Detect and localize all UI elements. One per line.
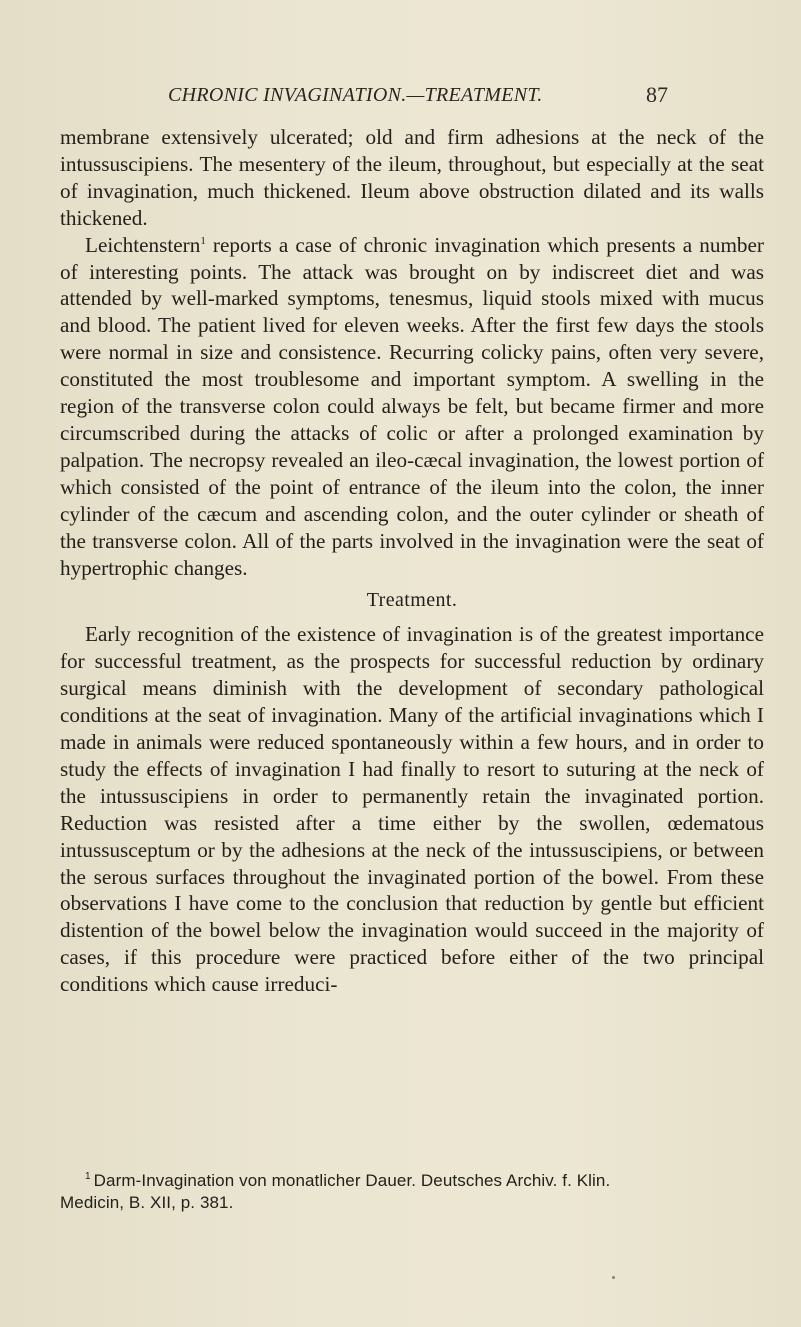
body-text bbox=[60, 124, 764, 998]
footnote-line-2: Medicin, B. XII, p. 381. bbox=[60, 1193, 234, 1212]
footnote-reference: 1 bbox=[200, 234, 206, 247]
footnote bbox=[60, 1170, 764, 1214]
paragraph-treatment: Early recognition of the existence of invagination is of the greatest importance for successful treatment, as the prospects for successful reduction by ordinary surgical means diminish with the development of secondary pathological conditions at the seat of invagination. Many of the artificial invaginations which I made in animals were reduced spontaneously within a few hours, and in order to study the effects of invagination I had finally to resort to suturing at the neck of the intussuscipiens in order to permanently retain the invaginated portion. Reduction was resisted after a time either by the swollen, œdematous intussusceptum or by the adhesions at the neck of the intussuscipiens, or between the serous surfaces throughout the invaginated portion of the bowel. From these observations I have come to the conclusion that reduction by gentle but efficient distention of the bowel below the invagination would succeed in the majority of cases, if this procedure were practiced before either of the two principal conditions which cause irreduci- bbox=[60, 622, 764, 997]
page-header bbox=[0, 84, 801, 112]
section-heading-treatment: Treatment. bbox=[366, 589, 458, 612]
paragraph-case-description: membrane extensively ulcerated; old and firm adhesions at the neck of the intussuscipiens. The mesentery of the ileum, throughout, but especially at the seat of invagination, much thickened. Ileum above obstruction dilated and its walls thickened. bbox=[60, 125, 764, 230]
running-title: CHRONIC INVAGINATION.—TREATMENT. bbox=[168, 84, 543, 106]
author-name: Leichtenstern bbox=[85, 232, 201, 257]
paragraph-leichtenstern-text: reports a case of chronic invagination which presents a number of interesting points. The attack was brought on by indiscreet diet and was attended by well-marked symptoms, tenesmus, liquid stools mixed with mucus and blood. The patient lived for eleven weeks. After the first few days the stools were normal in size and consistence. Recurring colicky pains, often very severe, constituted the most troublesome and important symptom. A swelling in the region of the transverse colon could always be felt, but became firmer and more circumscribed during the attacks of colic or after a prolonged examination by palpation. The necropsy revealed an ileo-cæcal invagination, the lowest portion of which consisted of the point of entrance of the ileum into the colon, the inner cylinder of the cæcum and ascending colon, and the outer cylinder or sheath of the transverse colon. All of the parts involved in the invagination were the seat of hypertrophic changes. bbox=[60, 232, 764, 580]
footnote-divider bbox=[60, 1157, 764, 1158]
paragraph-leichtenstern-case bbox=[60, 232, 764, 582]
paper-speck bbox=[612, 1276, 615, 1279]
footnote-line-1 bbox=[60, 1170, 764, 1192]
footnote-mark: 1 bbox=[85, 1171, 91, 1183]
page-number: 87 bbox=[646, 82, 668, 107]
footnote-citation: Darm-Invagination von monatlicher Dauer. Deutsches Archiv. f. Klin. bbox=[93, 1171, 611, 1190]
